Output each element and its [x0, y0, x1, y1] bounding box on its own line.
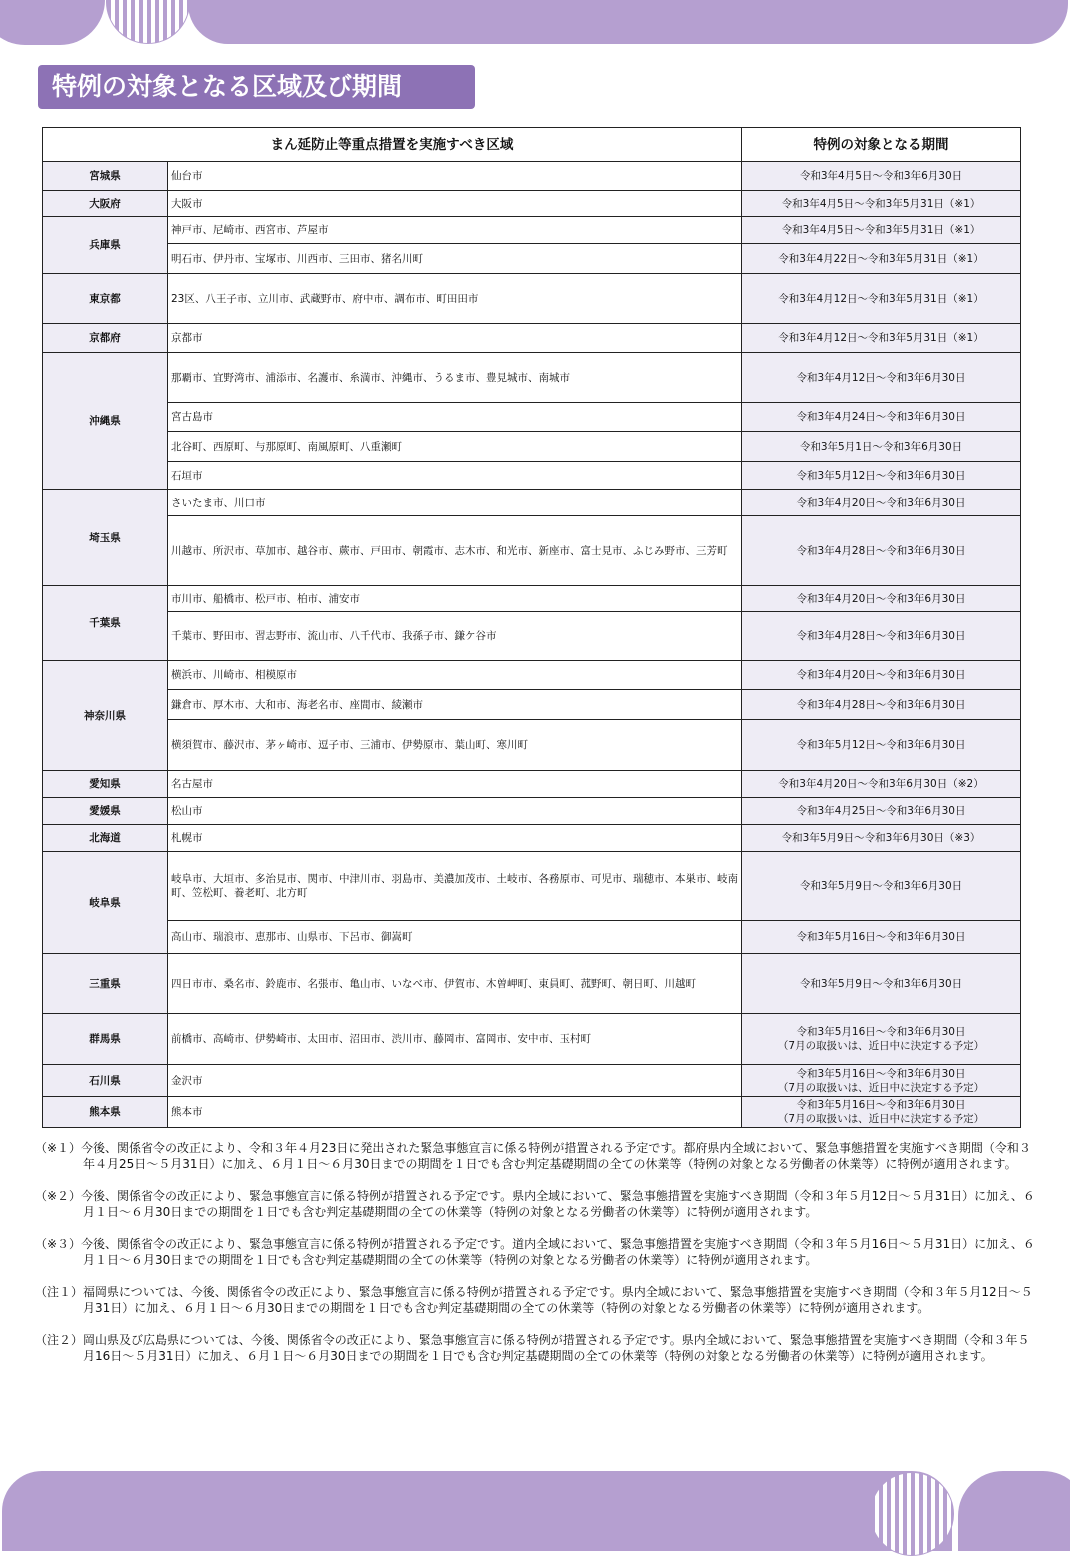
- period-text: 令和3年4月20日～令和3年6月30日: [796, 669, 966, 681]
- area-cell: 大阪市: [168, 191, 742, 217]
- area-cell: 北谷町、西原町、与那原町、南風原町、八重瀬町: [168, 432, 742, 462]
- area-cell: 石垣市: [168, 462, 742, 490]
- period-text: 令和3年5月16日～令和3年6月30日: [796, 1026, 966, 1038]
- footer-decoration-bar: [2, 1471, 952, 1551]
- period-text: 令和3年4月24日～令和3年6月30日: [796, 411, 966, 423]
- footer-striped-circle: [870, 1472, 954, 1556]
- table-row: [43, 1065, 1021, 1097]
- period-text: 令和3年4月12日～令和3年5月31日（※1）: [778, 292, 984, 305]
- area-cell: 宮古島市: [168, 403, 742, 432]
- footnote: （※１）今後、関係省令の改正により、令和３年４月23日に発出された緊急事態宣言に係る特例が措置される予定です。都府県内全域において、緊急事態措置を実施すべき期間（令和３年４月25日～５月31日）に加え、６月１日～６月30日までの期間を１日でも含む判定基礎期間の全ての休業等（特例の対象となる労働者の休業等）に特例が適用されます。: [35, 1141, 1031, 1171]
- period-cell: [742, 462, 1021, 490]
- period-cell: [742, 353, 1021, 403]
- area-cell: 川越市、所沢市、草加市、越谷市、蕨市、戸田市、朝霞市、志木市、和光市、新座市、富士見市、ふじみ野市、三芳町: [168, 516, 742, 586]
- area-cell: 岐阜市、大垣市、多治見市、関市、中津川市、羽島市、美濃加茂市、土岐市、各務原市、可児市、瑞穂市、本巣市、岐南町、笠松町、養老町、北方町: [168, 852, 742, 921]
- prefecture-cell: 愛知県: [43, 771, 168, 798]
- period-text: 令和3年4月25日～令和3年6月30日: [796, 805, 966, 817]
- area-cell: 市川市、船橋市、松戸市、柏市、浦安市: [168, 586, 742, 612]
- period-cell: [742, 612, 1021, 661]
- period-cell: [742, 661, 1021, 690]
- prefecture-cell: 北海道: [43, 825, 168, 852]
- prefecture-cell: 東京都: [43, 274, 168, 324]
- table-header-row: [43, 128, 1021, 162]
- footnote: （※３）今後、関係省令の改正により、緊急事態宣言に係る特例が措置される予定です。道内全域において、緊急事態措置を実施すべき期間（令和３年５月16日～５月31日）に加え、６月１日～６月30日までの期間を１日でも含む判定基礎期間の全ての休業等（特例の対象となる労働者の休業等）に特例が適用されます。: [35, 1237, 1035, 1267]
- period-cell: [742, 217, 1021, 244]
- period-cell: [742, 490, 1021, 516]
- period-cell: [742, 825, 1021, 852]
- table-row: [43, 516, 1021, 586]
- period-text: 令和3年4月20日～令和3年6月30日: [796, 496, 966, 509]
- period-text: 令和3年4月20日～令和3年6月30日（※2）: [778, 778, 984, 790]
- area-period-table: [42, 127, 1021, 1128]
- period-cell: [742, 403, 1021, 432]
- area-cell: 23区、八王子市、立川市、武蔵野市、府中市、調布市、町田田市: [168, 274, 742, 324]
- notes-section: [35, 1140, 1035, 1380]
- table-row: [43, 490, 1021, 516]
- period-text: 令和3年5月16日～令和3年6月30日: [796, 931, 966, 943]
- area-cell: 四日市市、桑名市、鈴鹿市、名張市、亀山市、いなべ市、伊賀市、木曽岬町、東員町、菰野町、朝日町、川越町: [168, 954, 742, 1014]
- period-text: 令和3年5月12日～令和3年6月30日: [796, 739, 966, 751]
- prefecture-cell: 京都府: [43, 324, 168, 353]
- table-row: [43, 690, 1021, 720]
- period-cell: [742, 244, 1021, 274]
- table-row: [43, 798, 1021, 825]
- table-row: [43, 612, 1021, 661]
- table-row: [43, 462, 1021, 490]
- period-cell: [742, 162, 1021, 191]
- header-decoration-left: [0, 0, 105, 45]
- period-cell: [742, 274, 1021, 324]
- prefecture-cell: 三重県: [43, 954, 168, 1014]
- period-cell: [742, 1097, 1021, 1128]
- footnote: （※２）今後、関係省令の改正により、緊急事態宣言に係る特例が措置される予定です。県内全域において、緊急事態措置を実施すべき期間（令和３年５月12日～５月31日）に加え、６月１日～６月30日までの期間を１日でも含む判定基礎期間の全ての休業等（特例の対象となる労働者の休業等）に特例が適用されます。: [35, 1189, 1035, 1219]
- period-subnote: （7月の取扱いは、近日中に決定する予定）: [777, 1081, 985, 1094]
- table-row: [43, 954, 1021, 1014]
- table-row: [43, 162, 1021, 191]
- period-cell: [742, 432, 1021, 462]
- table-row: [43, 771, 1021, 798]
- table-row: [43, 191, 1021, 217]
- area-cell: 札幌市: [168, 825, 742, 852]
- header-area: まん延防止等重点措置を実施すべき区域: [43, 128, 742, 162]
- header-decoration-bar: [188, 0, 1068, 44]
- period-cell: [742, 798, 1021, 825]
- prefecture-cell: 大阪府: [43, 191, 168, 217]
- page-title: 特例の対象となる区域及び期間: [38, 65, 475, 109]
- area-cell: 高山市、瑞浪市、恵那市、山県市、下呂市、御嵩町: [168, 921, 742, 954]
- period-text: 令和3年4月5日～令和3年5月31日（※1）: [781, 224, 981, 236]
- table-row: [43, 1014, 1021, 1065]
- period-text: 令和3年4月5日～令和3年5月31日（※1）: [781, 197, 981, 210]
- table-row: [43, 1097, 1021, 1128]
- prefecture-cell: 沖縄県: [43, 353, 168, 490]
- period-cell: [742, 720, 1021, 771]
- area-cell: 松山市: [168, 798, 742, 825]
- period-subnote: （7月の取扱いは、近日中に決定する予定）: [777, 1040, 985, 1052]
- period-subnote: （7月の取扱いは、近日中に決定する予定）: [777, 1113, 985, 1125]
- area-cell: 前橋市、高崎市、伊勢崎市、太田市、沼田市、渋川市、藤岡市、富岡市、安中市、玉村町: [168, 1014, 742, 1065]
- period-cell: [742, 690, 1021, 720]
- table-row: [43, 432, 1021, 462]
- table-row: [43, 217, 1021, 244]
- table-row: [43, 403, 1021, 432]
- area-cell: 京都市: [168, 324, 742, 353]
- prefecture-cell: 神奈川県: [43, 661, 168, 771]
- table-row: [43, 661, 1021, 690]
- area-cell: 鎌倉市、厚木市、大和市、海老名市、座間市、綾瀬市: [168, 690, 742, 720]
- period-cell: [742, 516, 1021, 586]
- footnote: （注１）福岡県については、今後、関係省令の改正により、緊急事態宣言に係る特例が措置される予定です。県内全域において、緊急事態措置を実施すべき期間（令和３年５月12日～５月31日）に加え、６月１日～６月30日までの期間を１日でも含む判定基礎期間の全ての休業等（特例の対象となる労働者の休業等）に特例が適用されます。: [35, 1285, 1033, 1315]
- prefecture-cell: 熊本県: [43, 1097, 168, 1128]
- area-cell: 金沢市: [168, 1065, 742, 1097]
- footnote: （注２）岡山県及び広島県については、今後、関係省令の改正により、緊急事態宣言に係る特例が措置される予定です。県内全域において、緊急事態措置を実施すべき期間（令和３年５月16日～５月31日）に加え、６月１日～６月30日までの期間を１日でも含む判定基礎期間の全ての休業等（特例の対象となる労働者の休業等）に特例が適用されます。: [35, 1333, 1030, 1363]
- period-text: 令和3年5月16日～令和3年6月30日: [796, 1067, 966, 1080]
- prefecture-cell: 兵庫県: [43, 217, 168, 274]
- prefecture-cell: 愛媛県: [43, 798, 168, 825]
- footer-decoration-right: [958, 1471, 1070, 1551]
- prefecture-cell: 埼玉県: [43, 490, 168, 586]
- period-text: 令和3年5月9日～令和3年6月30日（※3）: [781, 832, 981, 844]
- period-text: 令和3年4月28日～令和3年6月30日: [796, 698, 966, 711]
- period-text: 令和3年4月20日～令和3年6月30日: [796, 592, 966, 605]
- period-cell: [742, 852, 1021, 921]
- area-cell: 神戸市、尼崎市、西宮市、芦屋市: [168, 217, 742, 244]
- area-cell: 横浜市、川崎市、相模原市: [168, 661, 742, 690]
- table-row: [43, 852, 1021, 921]
- table-row: [43, 825, 1021, 852]
- period-cell: [742, 191, 1021, 217]
- prefecture-cell: 石川県: [43, 1065, 168, 1097]
- area-cell: 横須賀市、藤沢市、茅ヶ崎市、逗子市、三浦市、伊勢原市、葉山町、寒川町: [168, 720, 742, 771]
- period-text: 令和3年4月28日～令和3年6月30日: [796, 630, 966, 642]
- header-striped-circle: [106, 0, 190, 44]
- table-row: [43, 244, 1021, 274]
- prefecture-cell: 宮城県: [43, 162, 168, 191]
- period-text: 令和3年4月28日～令和3年6月30日: [796, 544, 966, 557]
- table-row: [43, 720, 1021, 771]
- table-row: [43, 921, 1021, 954]
- prefecture-cell: 千葉県: [43, 586, 168, 661]
- table-row: [43, 324, 1021, 353]
- period-text: 令和3年5月9日～令和3年6月30日: [799, 880, 963, 892]
- period-text: 令和3年5月1日～令和3年6月30日: [799, 440, 963, 453]
- area-cell: 熊本市: [168, 1097, 742, 1128]
- header-period: 特例の対象となる期間: [742, 128, 1021, 162]
- period-cell: [742, 921, 1021, 954]
- area-cell: さいたま市、川口市: [168, 490, 742, 516]
- prefecture-cell: 岐阜県: [43, 852, 168, 954]
- area-cell: 仙台市: [168, 162, 742, 191]
- period-cell: [742, 1014, 1021, 1065]
- table-row: [43, 353, 1021, 403]
- period-text: 令和3年5月9日～令和3年6月30日: [799, 977, 963, 990]
- period-cell: [742, 954, 1021, 1014]
- period-text: 令和3年4月12日～令和3年6月30日: [796, 371, 966, 384]
- period-text: 令和3年5月12日～令和3年6月30日: [796, 469, 966, 482]
- table-row: [43, 274, 1021, 324]
- table-body: [43, 162, 1021, 1128]
- period-text: 令和3年4月22日～令和3年5月31日（※1）: [778, 252, 984, 265]
- prefecture-cell: 群馬県: [43, 1014, 168, 1065]
- period-cell: [742, 324, 1021, 353]
- area-cell: 名古屋市: [168, 771, 742, 798]
- area-cell: 千葉市、野田市、習志野市、流山市、八千代市、我孫子市、鎌ケ谷市: [168, 612, 742, 661]
- area-cell: 那覇市、宜野湾市、浦添市、名護市、糸満市、沖縄市、うるま市、豊見城市、南城市: [168, 353, 742, 403]
- period-text: 令和3年5月16日～令和3年6月30日: [796, 1099, 966, 1111]
- period-cell: [742, 1065, 1021, 1097]
- period-cell: [742, 771, 1021, 798]
- table-row: [43, 586, 1021, 612]
- period-text: 令和3年4月12日～令和3年5月31日（※1）: [778, 332, 984, 344]
- period-text: 令和3年4月5日～令和3年6月30日: [799, 170, 963, 182]
- area-cell: 明石市、伊丹市、宝塚市、川西市、三田市、猪名川町: [168, 244, 742, 274]
- period-cell: [742, 586, 1021, 612]
